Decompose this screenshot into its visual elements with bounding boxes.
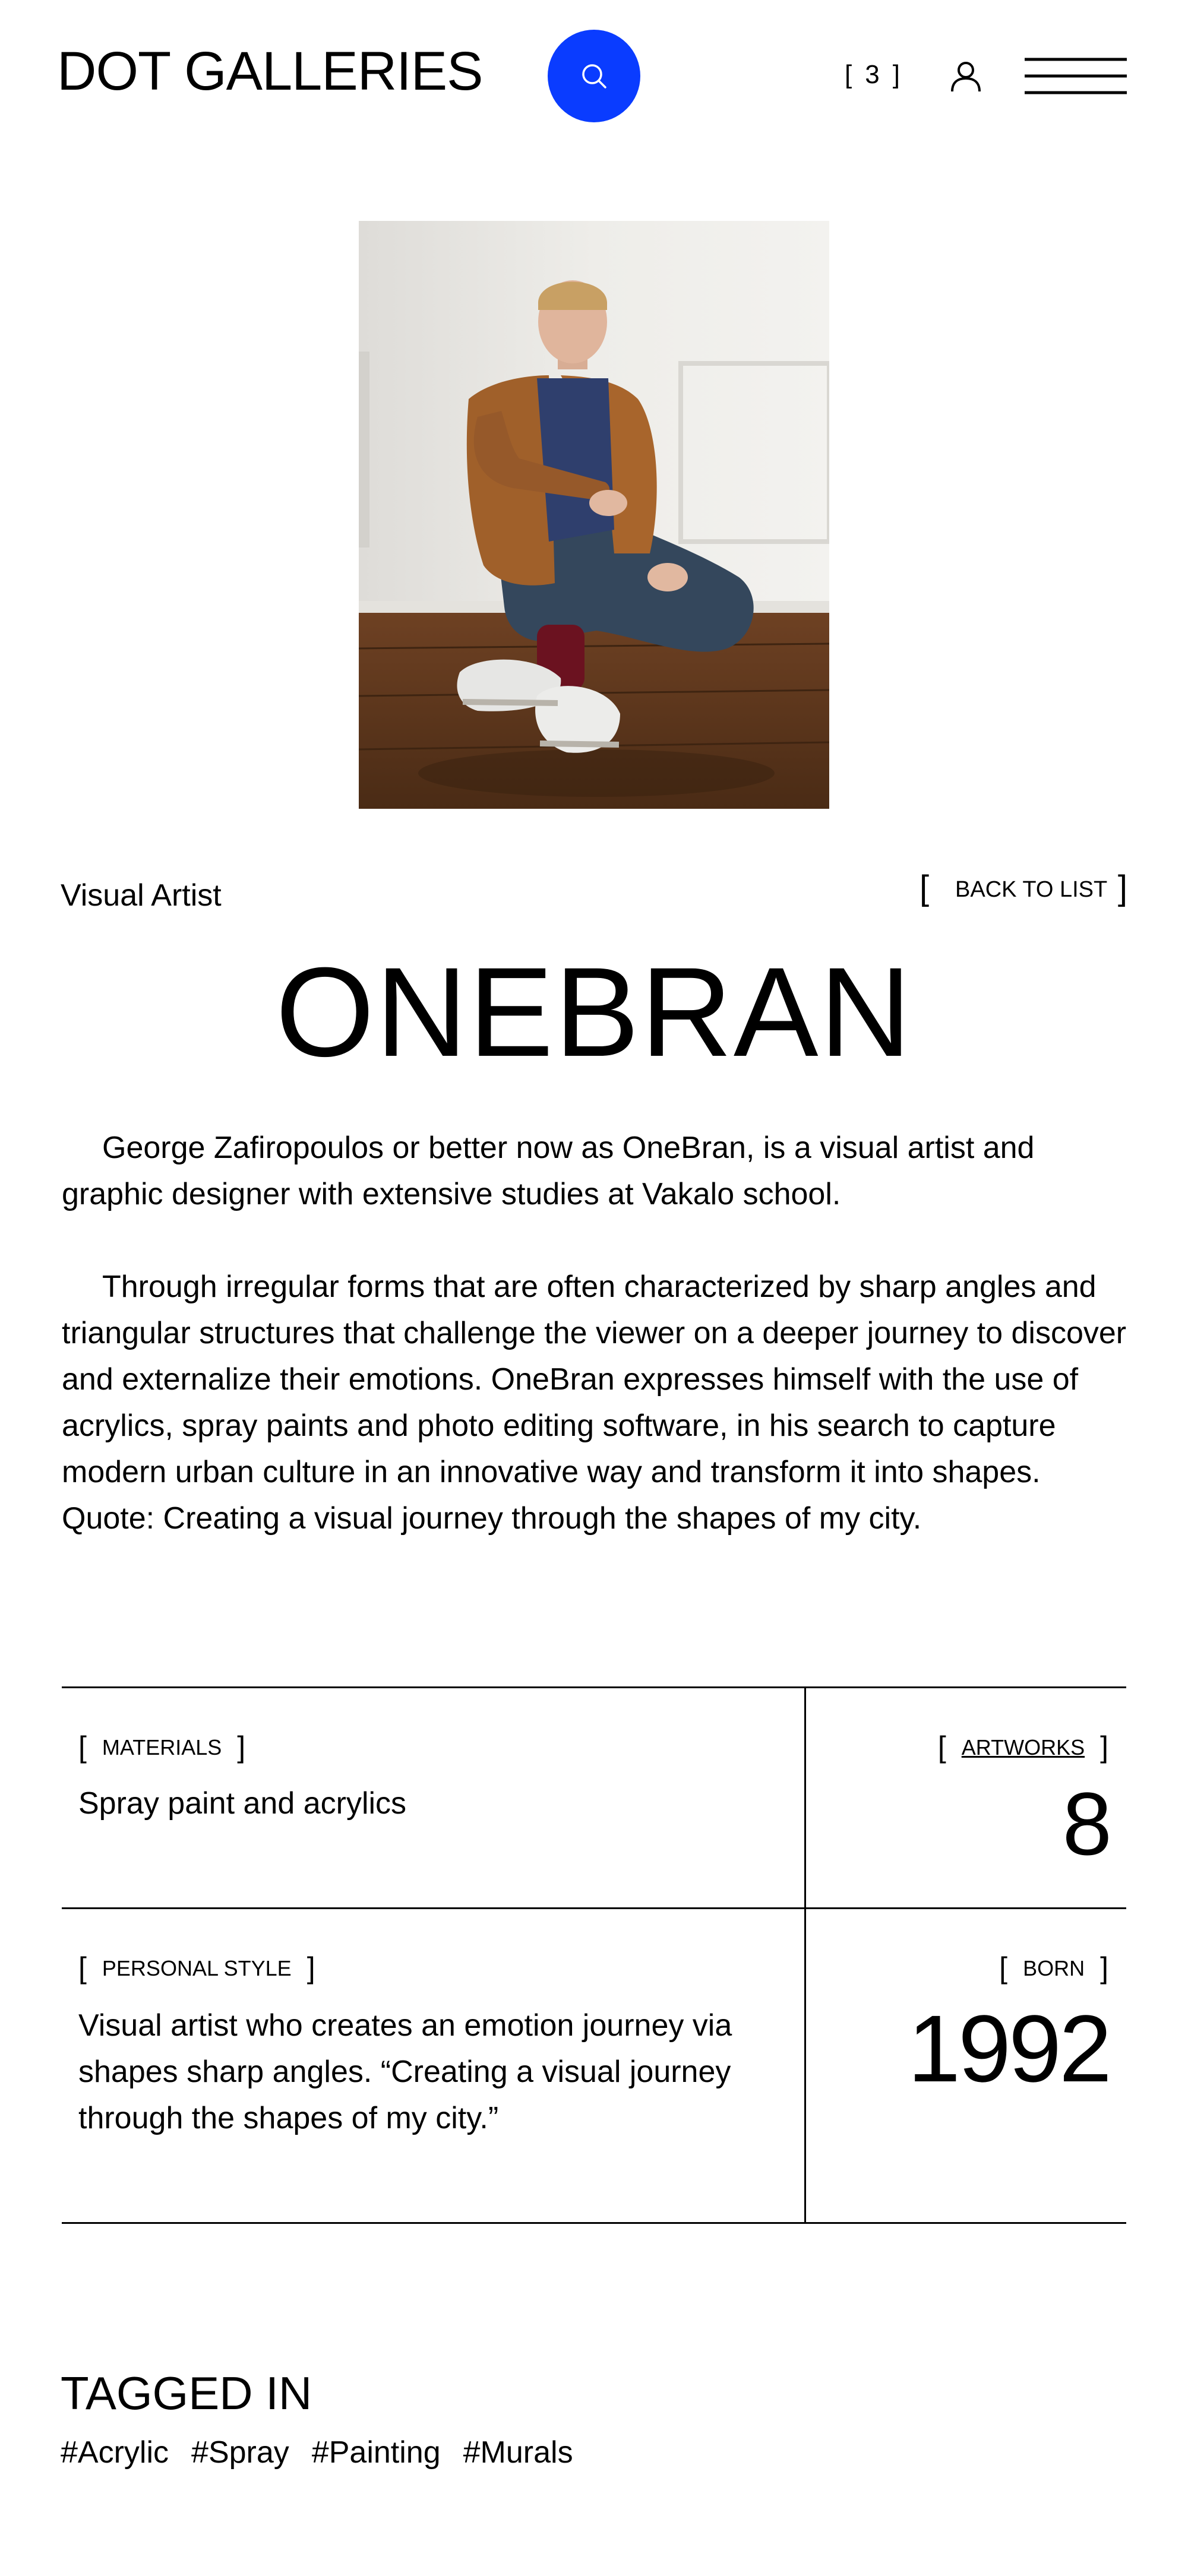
born-label: [ BORN ]	[999, 1951, 1108, 1985]
tag-murals[interactable]: #Murals	[463, 2435, 573, 2470]
cart-bracket-close: ]	[892, 60, 900, 89]
search-button[interactable]	[548, 30, 640, 122]
bracket-right: ]	[1117, 869, 1127, 907]
tags-heading: TAGGED IN	[61, 2367, 312, 2419]
site-header	[0, 0, 1188, 148]
materials-label: [ MATERIALS ]	[78, 1730, 246, 1764]
cart-counter[interactable]	[845, 58, 900, 91]
cart-bracket-open: [	[845, 60, 852, 89]
user-icon[interactable]	[949, 59, 982, 93]
personal-style-label: [ PERSONAL STYLE ]	[78, 1951, 315, 1985]
artist-role: Visual Artist	[61, 878, 222, 913]
bio-paragraph: Through irregular forms that are often characterized by sharp angles and triangular structures that challenge the viewer on a deeper journey to discover and externalize their emotions. OneBran expresses himself with the use of acrylics, spray paints and photo editing software, in his search to capture modern urban culture in an innovative way and transform it into shapes. Quote: Creating a visual journey through the shapes of my city.	[62, 1270, 1127, 1536]
bracket-left: [	[920, 869, 930, 907]
site-logo[interactable]: DOT GALLERIES	[57, 41, 483, 102]
personal-style-value: Visual artist who creates an emotion journey via shapes sharp angles. “Creating a visual journey through the shapes of my city.”	[78, 2008, 732, 2135]
artworks-count: 8	[1062, 1774, 1110, 1874]
tag-acrylic[interactable]: #Acrylic	[61, 2435, 169, 2470]
divider	[62, 1686, 1126, 1688]
materials-value: Spray paint and acrylics	[78, 1786, 407, 1821]
back-to-list-link[interactable]	[920, 871, 1127, 909]
divider	[804, 1686, 806, 2224]
divider	[62, 2222, 1126, 2224]
artist-name: ONEBRAN	[275, 941, 913, 1083]
artworks-link[interactable]: [ ARTWORKS ]	[937, 1730, 1108, 1764]
tag-spray[interactable]: #Spray	[191, 2435, 289, 2470]
artist-bio	[62, 1125, 1131, 1542]
born-year: 1992	[908, 1995, 1110, 2102]
tag-painting[interactable]: #Painting	[311, 2435, 441, 2470]
artist-portrait	[359, 221, 829, 809]
tag-list	[61, 2433, 596, 2471]
search-icon	[580, 62, 608, 90]
bio-paragraph: George Zafiropoulos or better now as OneBran, is a visual artist and graphic designer with extensive studies at Vakalo school.	[62, 1131, 1035, 1211]
menu-icon[interactable]	[1025, 57, 1127, 95]
divider	[62, 1907, 1126, 1909]
cart-count: 3	[865, 60, 880, 89]
back-to-list-label: BACK TO LIST	[955, 877, 1108, 902]
